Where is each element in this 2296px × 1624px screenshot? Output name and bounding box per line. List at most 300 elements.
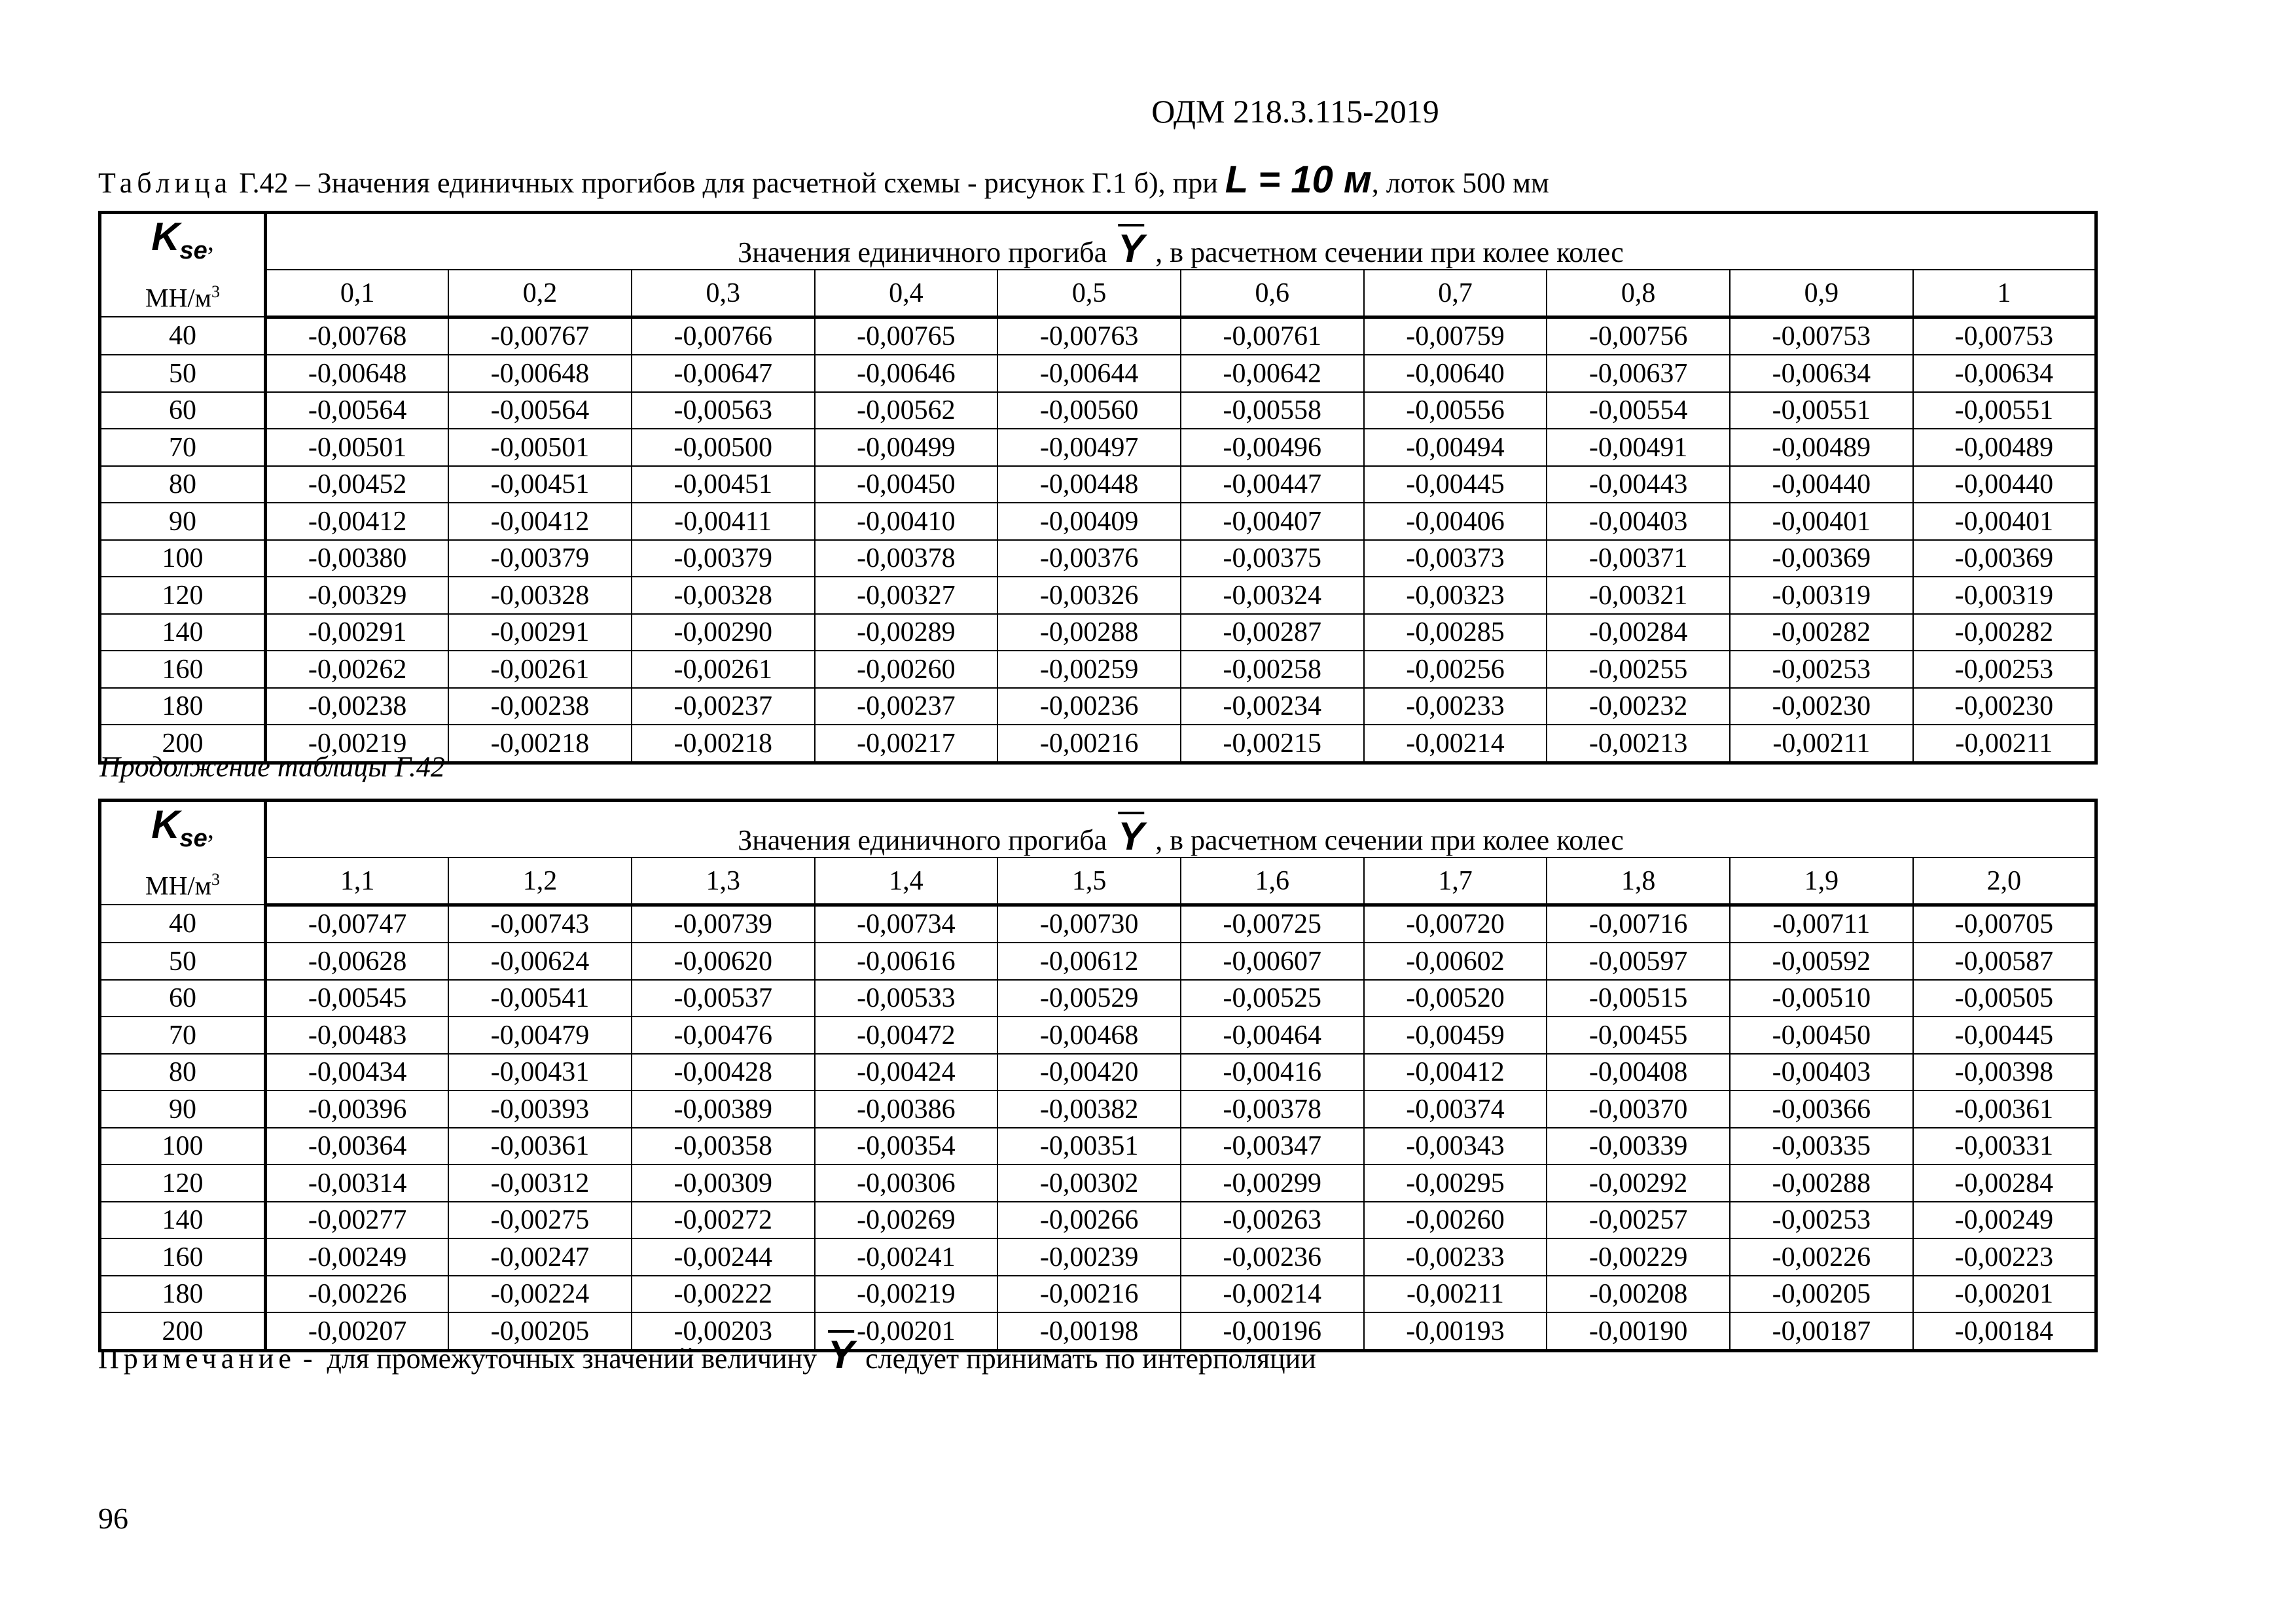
deflection-value-cell: -0,00187 [1730,1312,1913,1350]
deflection-value-cell: -0,00551 [1730,392,1913,429]
deflection-value-cell: -0,00648 [448,355,632,392]
deflection-value-cell: -0,00226 [266,1276,449,1313]
deflection-value-cell: -0,00510 [1730,980,1913,1017]
deflection-value-cell: -0,00376 [997,540,1181,577]
gauge-column-header: 1,4 [815,857,998,905]
kse-unit: $МН/м^3$ [145,282,220,313]
deflection-value-cell: -0,00403 [1730,1054,1913,1091]
deflection-value-cell: -0,00291 [448,614,632,651]
deflection-value-cell: -0,00537 [632,980,815,1017]
deflection-value-cell: -0,00255 [1547,651,1730,688]
deflection-value-cell: -0,00253 [1730,651,1913,688]
deflection-value-cell: -0,00489 [1730,429,1913,466]
deflection-value-cell: -0,00739 [632,905,815,943]
deflection-value-cell: -0,00447 [1181,466,1364,503]
deflection-value-cell: -0,00451 [632,466,815,503]
table-caption-length: L = 10 м [1225,158,1372,201]
gauge-column-header: 0,2 [448,270,632,317]
deflection-value-cell: -0,00468 [997,1017,1181,1054]
deflection-value-cell: -0,00434 [266,1054,449,1091]
table-row [100,317,2096,355]
deflection-value-cell: -0,00201 [1913,1276,2096,1313]
deflection-value-cell: -0,00587 [1913,943,2096,980]
deflection-value-cell: -0,00765 [815,317,998,355]
gauge-column-header: 1,9 [1730,857,1913,905]
table-body [100,905,2096,1350]
deflection-value-cell: -0,00335 [1730,1128,1913,1165]
deflection-value-cell: -0,00412 [266,503,449,540]
deflection-value-cell: -0,00295 [1364,1164,1547,1202]
deflection-value-cell: -0,00753 [1730,317,1913,355]
deflection-value-cell: -0,00205 [448,1312,632,1350]
deflection-value-cell: -0,00272 [632,1202,815,1239]
deflection-value-cell: -0,00328 [448,577,632,614]
table-row [100,577,2096,614]
deflection-value-cell: -0,00378 [1181,1091,1364,1128]
deflection-value-cell: -0,00215 [1181,725,1364,763]
deflection-value-cell: -0,00620 [632,943,815,980]
note-text-before: - для промежуточных значений величину [295,1343,825,1375]
deflection-value-cell: -0,00284 [1913,1164,2096,1202]
gauge-column-header: 0,1 [266,270,449,317]
deflection-value-cell: -0,00554 [1547,392,1730,429]
deflection-value-cell: -0,00219 [815,1276,998,1313]
deflection-value-cell: -0,00634 [1730,355,1913,392]
deflection-value-cell: -0,00602 [1364,943,1547,980]
deflection-value-cell: -0,00326 [997,577,1181,614]
deflection-value-cell: -0,00505 [1913,980,2096,1017]
deflection-value-cell: -0,00450 [1730,1017,1913,1054]
deflection-value-cell: -0,00261 [448,651,632,688]
kse-value-cell: 90 [100,503,266,540]
deflection-value-cell: -0,00214 [1181,1276,1364,1313]
deflection-value-cell: -0,00230 [1730,688,1913,725]
deflection-value-cell: -0,00288 [997,614,1181,651]
kse-value-cell: 80 [100,1054,266,1091]
deflection-value-cell: -0,00205 [1730,1276,1913,1313]
gauge-column-header: 1,1 [266,857,449,905]
deflection-value-cell: -0,00282 [1913,614,2096,651]
table-row [100,905,2096,943]
deflection-value-cell: -0,00261 [632,651,815,688]
kse-value-cell: 50 [100,943,266,980]
deflection-value-cell: -0,00406 [1364,503,1547,540]
deflection-value-cell: -0,00379 [448,540,632,577]
deflection-value-cell: -0,00375 [1181,540,1364,577]
deflection-value-cell: -0,00767 [448,317,632,355]
deflection-value-cell: -0,00237 [815,688,998,725]
deflection-value-cell: -0,00358 [632,1128,815,1165]
table-caption [98,160,1549,203]
deflection-value-cell: -0,00607 [1181,943,1364,980]
deflection-value-cell: -0,00459 [1364,1017,1547,1054]
deflection-value-cell: -0,00642 [1181,355,1364,392]
table-caption-label: Таблица [98,167,232,199]
deflection-value-cell: -0,00452 [266,466,449,503]
kse-unit: $МН/м^3$ [145,870,220,901]
deflection-value-cell: -0,00314 [266,1164,449,1202]
kse-value-cell: 160 [100,1238,266,1276]
table-row [100,651,2096,688]
deflection-value-cell: -0,00321 [1547,577,1730,614]
deflection-value-cell: -0,00533 [815,980,998,1017]
deflection-value-cell: -0,00483 [266,1017,449,1054]
table-row [100,466,2096,503]
deflection-value-cell: -0,00216 [997,725,1181,763]
table-row [100,980,2096,1017]
gauge-column-header: 0,5 [997,270,1181,317]
deflection-value-cell: -0,00364 [266,1128,449,1165]
kse-value-cell: 70 [100,1017,266,1054]
deflection-value-cell: -0,00716 [1547,905,1730,943]
deflection-value-cell: -0,00233 [1364,688,1547,725]
deflection-value-cell: -0,00409 [997,503,1181,540]
deflection-table-2 [98,799,2098,1352]
gauge-column-header: 0,4 [815,270,998,317]
deflection-value-cell: -0,00763 [997,317,1181,355]
deflection-value-cell: -0,00236 [1181,1238,1364,1276]
deflection-value-cell: -0,00479 [448,1017,632,1054]
deflection-value-cell: -0,00233 [1364,1238,1547,1276]
kse-column-header [100,801,266,905]
deflection-value-cell: -0,00324 [1181,577,1364,614]
deflection-value-cell: -0,00378 [815,540,998,577]
deflection-value-cell: -0,00489 [1913,429,2096,466]
deflection-value-cell: -0,00219 [266,725,449,763]
deflection-value-cell: -0,00644 [997,355,1181,392]
deflection-value-cell: -0,00705 [1913,905,2096,943]
deflection-value-cell: -0,00230 [1913,688,2096,725]
deflection-value-cell: -0,00759 [1364,317,1547,355]
deflection-value-cell: -0,00440 [1913,466,2096,503]
deflection-value-cell: -0,00382 [997,1091,1181,1128]
deflection-value-cell: -0,00379 [632,540,815,577]
kse-value-cell: 180 [100,688,266,725]
deflection-value-cell: -0,00249 [1913,1202,2096,1239]
deflection-value-cell: -0,00259 [997,651,1181,688]
deflection-value-cell: -0,00403 [1547,503,1730,540]
deflection-value-cell: -0,00222 [632,1276,815,1313]
deflection-value-cell: -0,00560 [997,392,1181,429]
table-row [100,614,2096,651]
deflection-value-cell: -0,00244 [632,1238,815,1276]
kse-value-cell: 120 [100,577,266,614]
gauge-column-header: 1,2 [448,857,632,905]
table-row [100,355,2096,392]
table-body [100,317,2096,763]
kse-symbol: $K_{se}$, [151,803,214,852]
deflection-value-cell: -0,00319 [1913,577,2096,614]
deflection-value-cell: -0,00198 [997,1312,1181,1350]
gauge-column-header: 1,7 [1364,857,1547,905]
kse-value-cell: 100 [100,1128,266,1165]
deflection-value-cell: -0,00766 [632,317,815,355]
deflection-value-cell: -0,00262 [266,651,449,688]
deflection-value-cell: -0,00396 [266,1091,449,1128]
table-row [100,1164,2096,1202]
deflection-value-cell: -0,00768 [266,317,449,355]
deflection-value-cell: -0,00592 [1730,943,1913,980]
deflection-value-cell: -0,00448 [997,466,1181,503]
deflection-value-cell: -0,00743 [448,905,632,943]
kse-value-cell: 180 [100,1276,266,1313]
kse-value-cell: 60 [100,392,266,429]
deflection-value-cell: -0,00551 [1913,392,2096,429]
table-row [100,1238,2096,1276]
deflection-value-cell: -0,00412 [1364,1054,1547,1091]
deflection-value-cell: -0,00319 [1730,577,1913,614]
gauge-column-header: 0,6 [1181,270,1364,317]
deflection-value-cell: -0,00196 [1181,1312,1364,1350]
kse-value-cell: 60 [100,980,266,1017]
deflection-value-cell: -0,00597 [1547,943,1730,980]
deflection-value-cell: -0,00464 [1181,1017,1364,1054]
deflection-value-cell: -0,00238 [266,688,449,725]
gauge-column-header: 0,3 [632,270,815,317]
deflection-value-cell: -0,00241 [815,1238,998,1276]
deflection-value-cell: -0,00327 [815,577,998,614]
deflection-value-cell: -0,00269 [815,1202,998,1239]
deflection-value-cell: -0,00369 [1730,540,1913,577]
kse-value-cell: 90 [100,1091,266,1128]
deflection-value-cell: -0,00451 [448,466,632,503]
deflection-value-cell: -0,00351 [997,1128,1181,1165]
deflection-value-cell: -0,00634 [1913,355,2096,392]
deflection-value-cell: -0,00408 [1547,1054,1730,1091]
deflection-value-cell: -0,00647 [632,355,815,392]
deflection-value-cell: -0,00450 [815,466,998,503]
gauge-column-header: 1 [1913,270,2096,317]
table-row [100,540,2096,577]
table-row [100,503,2096,540]
deflection-value-cell: -0,00361 [1913,1091,2096,1128]
deflection-table-1 [98,211,2098,765]
deflection-value-cell: -0,00410 [815,503,998,540]
kse-value-cell: 50 [100,355,266,392]
deflection-value-cell: -0,00389 [632,1091,815,1128]
gauge-column-header: 0,9 [1730,270,1913,317]
continuation-title: Продолжение таблицы Г.42 [99,751,445,783]
table-row [100,1017,2096,1054]
deflection-value-cell: -0,00412 [448,503,632,540]
kse-symbol: $K_{se}$, [151,215,214,264]
note-text-after: следует принимать по интерполяции [858,1343,1316,1375]
deflection-value-cell: -0,00564 [448,392,632,429]
deflection-value-cell: -0,00329 [266,577,449,614]
deflection-value-cell: -0,00374 [1364,1091,1547,1128]
deflection-value-cell: -0,00366 [1730,1091,1913,1128]
deflection-value-cell: -0,00331 [1913,1128,2096,1165]
deflection-value-cell: -0,00266 [997,1202,1181,1239]
deflection-value-cell: -0,00747 [266,905,449,943]
deflection-value-cell: -0,00289 [815,614,998,651]
y-bar-symbol: $\overline{Y}$ [828,1333,855,1377]
deflection-value-cell: -0,00190 [1547,1312,1730,1350]
deflection-value-cell: -0,00238 [448,688,632,725]
deflection-value-cell: -0,00226 [1730,1238,1913,1276]
gauge-column-header: 0,8 [1547,270,1730,317]
deflection-value-cell: -0,00239 [997,1238,1181,1276]
deflection-value-cell: -0,00290 [632,614,815,651]
deflection-value-cell: -0,00284 [1547,614,1730,651]
deflection-value-cell: -0,00730 [997,905,1181,943]
kse-value-cell: 200 [100,725,266,763]
deflection-value-cell: -0,00734 [815,905,998,943]
note-label: Примечание [98,1343,296,1375]
deflection-value-cell: -0,00193 [1364,1312,1547,1350]
deflection-value-cell: -0,00431 [448,1054,632,1091]
deflection-value-cell: -0,00211 [1913,725,2096,763]
table-row [100,1202,2096,1239]
deflection-value-cell: -0,00214 [1364,725,1547,763]
deflection-value-cell: -0,00558 [1181,392,1364,429]
deflection-value-cell: -0,00491 [1547,429,1730,466]
deflection-value-cell: -0,00256 [1364,651,1547,688]
deflection-value-cell: -0,00236 [997,688,1181,725]
deflection-value-cell: -0,00416 [1181,1054,1364,1091]
deflection-value-cell: -0,00282 [1730,614,1913,651]
deflection-value-cell: -0,00208 [1547,1276,1730,1313]
kse-value-cell: 120 [100,1164,266,1202]
deflection-value-cell: -0,00216 [997,1276,1181,1313]
deflection-value-cell: -0,00720 [1364,905,1547,943]
deflection-value-cell: -0,00184 [1913,1312,2096,1350]
gauge-column-header: 2,0 [1913,857,2096,905]
deflection-value-cell: -0,00401 [1730,503,1913,540]
deflection-value-cell: -0,00218 [632,725,815,763]
kse-value-cell: 140 [100,1202,266,1239]
deflection-value-cell: -0,00628 [266,943,449,980]
deflection-value-cell: -0,00343 [1364,1128,1547,1165]
deflection-value-cell: -0,00443 [1547,466,1730,503]
deflection-value-cell: -0,00217 [815,725,998,763]
deflection-value-cell: -0,00494 [1364,429,1547,466]
deflection-value-cell: -0,00302 [997,1164,1181,1202]
deflection-value-cell: -0,00306 [815,1164,998,1202]
deflection-value-cell: -0,00234 [1181,688,1364,725]
deflection-value-cell: -0,00211 [1730,725,1913,763]
deflection-value-cell: -0,00445 [1364,466,1547,503]
deflection-value-cell: -0,00497 [997,429,1181,466]
kse-column-header [100,213,266,317]
table-row [100,392,2096,429]
deflection-value-cell: -0,00232 [1547,688,1730,725]
deflection-value-cell: -0,00386 [815,1091,998,1128]
deflection-value-cell: -0,00564 [266,392,449,429]
deflection-value-cell: -0,00312 [448,1164,632,1202]
deflection-value-cell: -0,00646 [815,355,998,392]
deflection-value-cell: -0,00612 [997,943,1181,980]
deflection-value-cell: -0,00640 [1364,355,1547,392]
deflection-value-cell: -0,00371 [1547,540,1730,577]
deflection-value-cell: -0,00249 [266,1238,449,1276]
deflection-value-cell: -0,00472 [815,1017,998,1054]
deflection-value-cell: -0,00229 [1547,1238,1730,1276]
kse-value-cell: 80 [100,466,266,503]
deflection-header-title: Значения единичного прогиба $\overline{Y}$ , в расчетном сечении при колее колес [266,213,2096,270]
deflection-value-cell: -0,00711 [1730,905,1913,943]
deflection-value-cell: -0,00369 [1913,540,2096,577]
deflection-value-cell: -0,00499 [815,429,998,466]
deflection-value-cell: -0,00292 [1547,1164,1730,1202]
deflection-value-cell: -0,00393 [448,1091,632,1128]
deflection-header-title: Значения единичного прогиба $\overline{Y}$ , в расчетном сечении при колее колес [266,801,2096,858]
deflection-value-cell: -0,00328 [632,577,815,614]
deflection-value-cell: -0,00247 [448,1238,632,1276]
deflection-value-cell: -0,00420 [997,1054,1181,1091]
table-row [100,1054,2096,1091]
deflection-value-cell: -0,00496 [1181,429,1364,466]
deflection-value-cell: -0,00309 [632,1164,815,1202]
document-code: ОДМ 218.3.115-2019 [1151,93,1439,130]
table-row [100,429,2096,466]
deflection-value-cell: -0,00445 [1913,1017,2096,1054]
gauge-header-row [100,857,2096,905]
deflection-value-cell: -0,00648 [266,355,449,392]
deflection-value-cell: -0,00515 [1547,980,1730,1017]
kse-value-cell: 100 [100,540,266,577]
deflection-value-cell: -0,00424 [815,1054,998,1091]
deflection-value-cell: -0,00287 [1181,614,1364,651]
y-bar-symbol: $\overline{Y}$ [1118,814,1145,858]
deflection-value-cell: -0,00753 [1913,317,2096,355]
deflection-value-cell: -0,00556 [1364,392,1547,429]
deflection-value-cell: -0,00260 [815,651,998,688]
kse-value-cell: 40 [100,317,266,355]
gauge-header-row [100,270,2096,317]
deflection-value-cell: -0,00347 [1181,1128,1364,1165]
deflection-value-cell: -0,00263 [1181,1202,1364,1239]
deflection-value-cell: -0,00213 [1547,725,1730,763]
deflection-value-cell: -0,00277 [266,1202,449,1239]
kse-value-cell: 160 [100,651,266,688]
deflection-value-cell: -0,00407 [1181,503,1364,540]
deflection-value-cell: -0,00285 [1364,614,1547,651]
deflection-value-cell: -0,00258 [1181,651,1364,688]
deflection-value-cell: -0,00207 [266,1312,449,1350]
deflection-value-cell: -0,00275 [448,1202,632,1239]
deflection-value-cell: -0,00218 [448,725,632,763]
deflection-value-cell: -0,00339 [1547,1128,1730,1165]
deflection-value-cell: -0,00401 [1913,503,2096,540]
deflection-value-cell: -0,00476 [632,1017,815,1054]
deflection-value-cell: -0,00288 [1730,1164,1913,1202]
deflection-value-cell: -0,00545 [266,980,449,1017]
page-number: 96 [98,1502,128,1535]
table-row [100,1091,2096,1128]
table-row [100,1128,2096,1165]
deflection-value-cell: -0,00398 [1913,1054,2096,1091]
deflection-value-cell: -0,00253 [1730,1202,1913,1239]
table-note [98,1335,1316,1379]
deflection-value-cell: -0,00257 [1547,1202,1730,1239]
deflection-value-cell: -0,00520 [1364,980,1547,1017]
kse-value-cell: 200 [100,1312,266,1350]
deflection-value-cell: -0,00616 [815,943,998,980]
gauge-column-header: 1,8 [1547,857,1730,905]
deflection-value-cell: -0,00501 [448,429,632,466]
deflection-value-cell: -0,00370 [1547,1091,1730,1128]
deflection-value-cell: -0,00624 [448,943,632,980]
deflection-value-cell: -0,00725 [1181,905,1364,943]
deflection-value-cell: -0,00411 [632,503,815,540]
deflection-value-cell: -0,00501 [266,429,449,466]
kse-value-cell: 70 [100,429,266,466]
deflection-value-cell: -0,00253 [1913,651,2096,688]
deflection-value-cell: -0,00211 [1364,1276,1547,1313]
deflection-value-cell: -0,00361 [448,1128,632,1165]
deflection-value-cell: -0,00428 [632,1054,815,1091]
